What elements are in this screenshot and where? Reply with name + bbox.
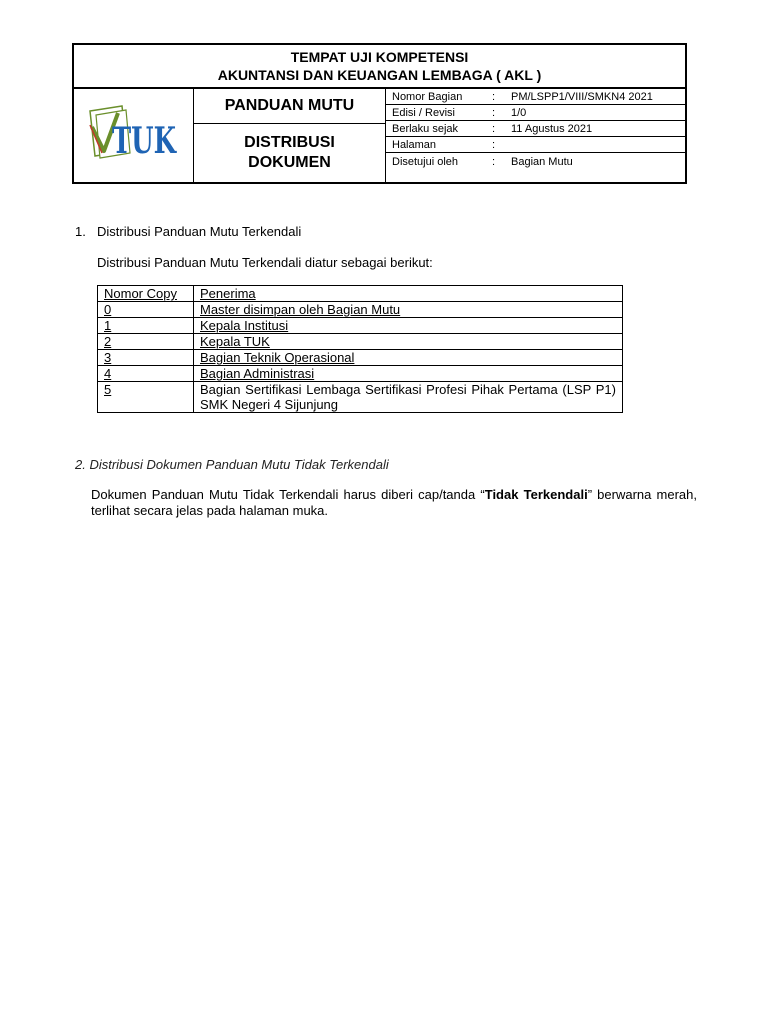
table-header-row	[98, 286, 623, 302]
meta-key: Berlaku sejak	[392, 123, 459, 135]
recipient: Kepala TUK	[200, 334, 270, 349]
recipient: Master disimpan oleh Bagian Mutu	[200, 302, 401, 317]
copy-number: 0	[104, 302, 112, 317]
meta-row	[386, 105, 685, 121]
meta-sep: :	[492, 91, 496, 103]
copy-number: 2	[104, 334, 112, 349]
recipient: Kepala Institusi	[200, 318, 289, 333]
meta-value: PM/LSPP1/VIII/SMKN4 2021	[511, 91, 653, 103]
doc-title-line2: DOKUMEN	[248, 153, 331, 171]
section-2-paragraph	[91, 487, 697, 519]
meta-row	[386, 153, 685, 172]
tuk-logo	[74, 89, 194, 182]
header-title-line2: AKUNTANSI DAN KEUANGAN LEMBAGA ( AKL )	[217, 67, 542, 83]
copy-number: 1	[104, 318, 112, 333]
distribution-table	[97, 285, 623, 413]
logo-text: TUK	[112, 120, 178, 162]
meta-key: Disetujui oleh	[392, 156, 459, 168]
column-header: Penerima	[200, 286, 256, 301]
meta-row	[386, 121, 685, 137]
table-row	[98, 302, 623, 318]
tuk-logo-icon	[74, 89, 192, 182]
meta-sep: :	[492, 156, 496, 168]
table-row	[98, 334, 623, 350]
meta-key: Nomor Bagian	[392, 91, 463, 103]
copy-number: 5	[104, 382, 112, 397]
header-title-line1: TEMPAT UJI KOMPETENSI	[290, 49, 469, 65]
recipient: Bagian Sertifikasi Lembaga Sertifikasi Profesi Pihak Pertama (LSP P1) SMK Negeri 4 Sijunjung	[194, 382, 623, 413]
doc-type: PANDUAN MUTU	[194, 89, 385, 124]
copy-number: 4	[104, 366, 112, 381]
meta-value: Bagian Mutu	[511, 156, 573, 168]
header-title	[74, 45, 685, 89]
meta-value: 11 Agustus 2021	[511, 123, 593, 135]
meta-key: Halaman	[392, 139, 437, 151]
meta-sep: :	[492, 123, 496, 135]
meta-row	[386, 89, 685, 105]
meta-sep: :	[492, 139, 496, 151]
paragraph-text-after: ” berwarna merah, terlihat secara jelas pada halaman muka.	[91, 487, 697, 518]
paragraph-text-before: Dokumen Panduan Mutu Tidak Terkendali harus diberi cap/tanda “	[91, 487, 485, 502]
copy-number: 3	[104, 350, 112, 365]
doc-title-line1: DISTRIBUSI	[244, 133, 335, 151]
table-row	[98, 350, 623, 366]
table-row	[98, 366, 623, 382]
table-row	[98, 318, 623, 334]
column-header: Nomor Copy	[104, 286, 177, 301]
paragraph-emphasis: Tidak Terkendali	[484, 487, 588, 502]
document-meta	[386, 89, 685, 182]
section-number: 1.	[75, 224, 86, 239]
section-1-intro: Distribusi Panduan Mutu Terkendali diatur sebagai berikut:	[97, 255, 433, 270]
section-2-heading: 2. Distribusi Dokumen Panduan Mutu Tidak Terkendali	[75, 457, 389, 472]
meta-value: 1/0	[511, 107, 527, 119]
document-title-block	[194, 89, 386, 182]
section-title: Distribusi Panduan Mutu Terkendali	[97, 224, 302, 239]
meta-key: Edisi / Revisi	[392, 107, 455, 119]
meta-row	[386, 137, 685, 153]
document-header	[72, 43, 687, 184]
table-row	[98, 382, 623, 413]
recipient: Bagian Teknik Operasional	[200, 350, 355, 365]
meta-sep: :	[492, 107, 496, 119]
recipient: Bagian Administrasi	[200, 366, 315, 381]
doc-title	[194, 123, 385, 182]
